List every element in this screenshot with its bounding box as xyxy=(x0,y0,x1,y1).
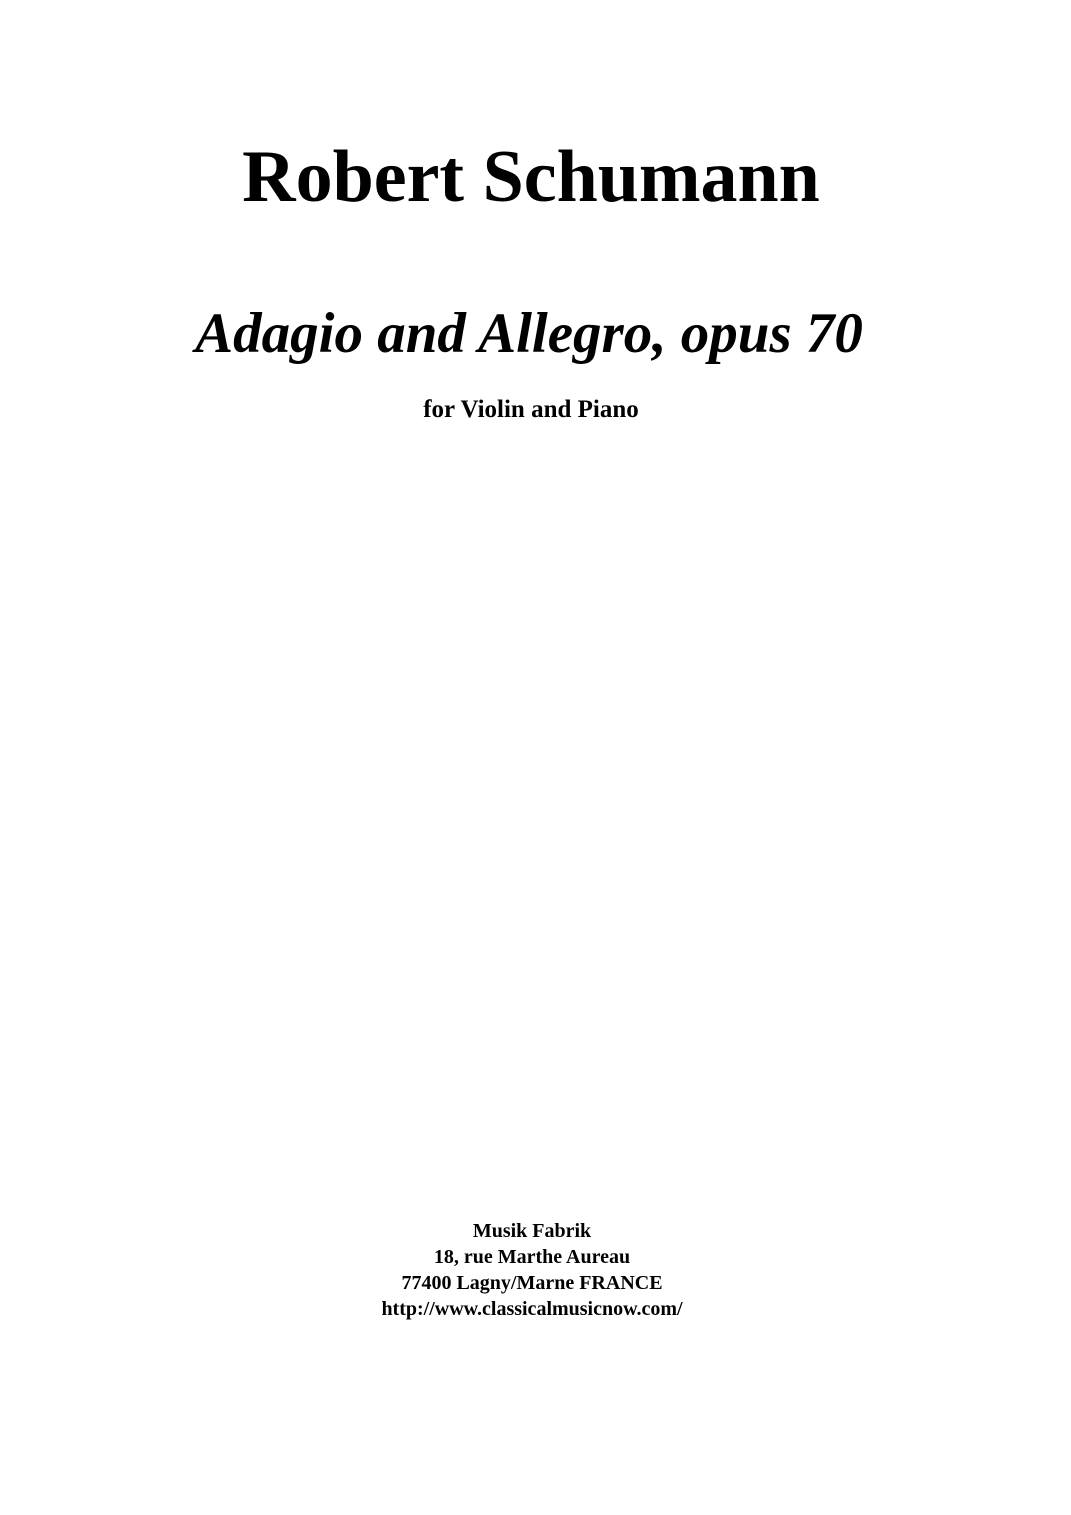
work-title: Adagio and Allegro, opus 70 xyxy=(195,302,863,365)
publisher-city: 77400 Lagny/Marne FRANCE xyxy=(401,1272,663,1294)
instrumentation: for Violin and Piano xyxy=(423,396,639,423)
publisher-street: 18, rue Marthe Aureau xyxy=(433,1246,631,1268)
publisher-name: Musik Fabrik xyxy=(472,1220,592,1242)
composer-name: Robert Schumann xyxy=(242,136,820,218)
publisher-block xyxy=(0,1218,1064,1322)
publisher-website: http://www.classicalmusicnow.com/ xyxy=(381,1298,683,1320)
